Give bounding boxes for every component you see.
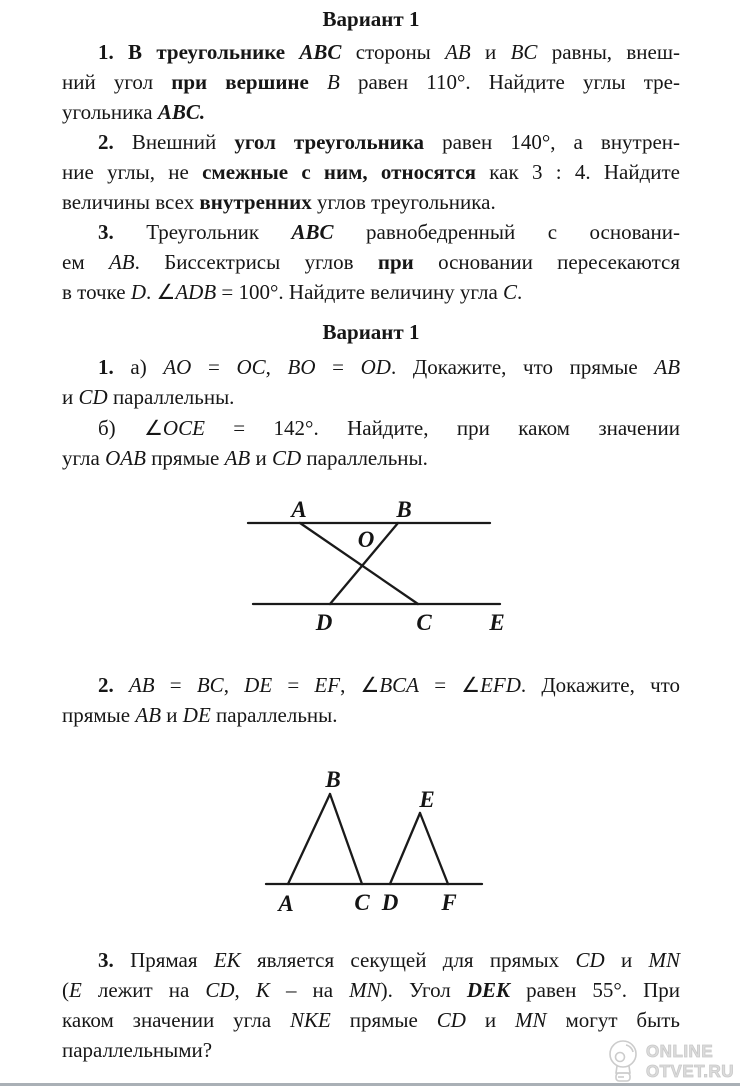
text-segment: внутренних [199,190,317,214]
section1-problem-1 [62,37,680,127]
text-segment: В треугольнике [128,40,300,64]
section2-problem-2 [62,670,680,730]
watermark-line-1: ONLINE [645,1041,714,1061]
text-segment: и [620,948,649,972]
text-line [62,67,680,97]
text-segment: AB [135,703,167,727]
text-line [62,157,680,187]
section2-problem-1a [62,352,680,412]
diagram-line [420,813,448,884]
text-segment: и [485,40,511,64]
text-line [62,127,680,157]
text-segment: NKE [289,1008,350,1032]
text-segment: является секущей для прямых [256,948,576,972]
text-segment: DE [182,703,217,727]
text-segment: смежные с ним, относятся [202,160,490,184]
text-segment: могут быть [565,1008,680,1032]
text-segment: угол треугольника [234,130,443,154]
text-segment: величины всех [62,190,200,214]
text-segment: ний угол [62,70,172,94]
text-segment: = [154,673,197,697]
text-segment: 1. [98,355,131,379]
text-segment: = ∠ [419,673,481,697]
text-segment: параллельными? [62,1038,213,1062]
text-segment: C [503,280,518,304]
text-line [62,1005,680,1035]
text-segment: Треугольник [146,220,292,244]
text-segment: B [326,70,358,94]
text-segment: Прямая [130,948,214,972]
text-segment: = 100°. Найдите величину угла [216,280,504,304]
text-segment: = [191,355,237,379]
text-segment: = [272,673,315,697]
text-segment: при вершине [171,70,327,94]
text-segment: EFD [480,673,521,697]
text-segment: EF [314,673,341,697]
section2-problem-1b [62,413,680,473]
text-segment: ABC [291,220,367,244]
diagram-parallel-lines-crossing-at-O [0,480,740,660]
text-segment: CD [78,385,113,409]
point-label-A: A [278,891,294,916]
text-segment: прямые [62,703,136,727]
text-segment: BC [196,673,224,697]
text-segment: углов треугольника. [316,190,496,214]
text-line [62,187,680,217]
text-segment: DE [244,673,273,697]
text-segment: ние углы, не [62,160,203,184]
text-line [62,945,680,975]
text-segment: , [223,673,245,697]
text-line [62,382,680,412]
text-segment: . Биссектрисы углов [134,250,378,274]
text-line [62,277,680,307]
section1-problem-3 [62,217,680,307]
text-segment: CD [575,948,621,972]
text-segment: BO [287,355,316,379]
text-segment: угольника [62,100,158,124]
section-1-heading: Вариант 1 [322,7,420,31]
text-segment: 3. [98,948,131,972]
text-segment: OCE [162,416,205,440]
text-segment: CD [205,978,235,1002]
text-segment: EK [213,948,257,972]
text-segment: 2. [98,673,129,697]
text-segment: параллельны. [306,446,428,470]
text-segment: BC [510,40,552,64]
text-line [62,247,680,277]
point-label-E: E [489,610,505,635]
diagram-line [390,813,420,884]
watermark-line-2: OTVET.RU [645,1061,734,1081]
text-segment: 3. [98,220,147,244]
text-line [62,975,680,1005]
text-segment: равен 110°. Найдите углы тре- [357,70,681,94]
text-segment: MN [648,948,681,972]
text-segment: D [130,280,147,304]
text-segment: в точке [62,280,131,304]
text-line [62,352,680,382]
text-segment: K [255,978,270,1002]
text-segment: угла [62,446,106,470]
text-segment: равен 55°. При [526,978,681,1002]
text-segment: , [234,978,256,1002]
point-label-D: D [381,890,399,915]
text-segment: 1. [98,40,129,64]
section2-problem-3 [62,945,680,1065]
text-line [62,37,680,67]
text-segment: BCA [379,673,420,697]
text-segment: б) ∠ [98,416,163,440]
point-label-C: C [354,890,370,915]
text-segment: параллельны. [216,703,338,727]
text-segment: прямые [349,1008,437,1032]
text-segment: AB [224,446,256,470]
text-segment: лежит на [97,978,206,1002]
text-segment: MN [515,1008,566,1032]
text-segment: AB [128,673,155,697]
text-segment: ABC. [157,100,206,124]
text-segment: – на [269,978,350,1002]
text-segment: = 142°. Найдите, при каком значении [204,416,680,440]
text-segment: и [62,385,79,409]
text-segment: прямые [151,446,225,470]
text-segment: , [265,355,288,379]
text-segment: и [166,703,183,727]
text-segment: равны, внеш- [551,40,680,64]
point-label-D: D [315,610,333,635]
diagram-two-triangles [0,765,740,920]
text-segment: , ∠ [340,673,380,697]
text-segment: . [517,280,523,304]
text-segment: равен 140°, а внутрен- [442,130,681,154]
text-line [62,217,680,247]
point-label-F: F [441,890,457,915]
point-label-A: A [291,497,307,522]
text-line [62,413,680,443]
text-segment: CD [271,446,307,470]
point-label-B: B [325,767,341,792]
text-segment: OAB [105,446,152,470]
section-2-heading: Вариант 1 [322,320,420,344]
text-segment: ем [62,250,109,274]
text-segment: равнобедренный с основани- [366,220,681,244]
text-segment: AB [108,250,135,274]
bottom-divider [0,1083,740,1086]
text-segment: CD [436,1008,485,1032]
text-segment: = [315,355,361,379]
text-segment: а) [130,355,164,379]
text-segment: как 3 : 4. Найдите [489,160,680,184]
text-segment: AO [163,355,192,379]
text-segment: и [255,446,272,470]
text-segment: MN [349,978,381,1002]
section1-problem-2 [62,127,680,217]
point-label-C: C [416,610,432,635]
diagram-line [288,794,330,884]
text-segment: при [377,250,439,274]
text-segment: ADB [175,280,217,304]
text-segment: OC [236,355,266,379]
text-segment: ( [62,978,69,1002]
text-segment: параллельны. [112,385,235,409]
text-segment: ABC [299,40,356,64]
text-segment: AB [445,40,486,64]
text-line [62,443,680,473]
text-segment: стороны [355,40,446,64]
text-segment: каком значении угла [62,1008,290,1032]
text-segment: и [484,1008,516,1032]
text-line [62,1035,680,1065]
text-segment: E [69,978,98,1002]
text-line [62,97,680,127]
text-segment: DEK [466,978,527,1002]
text-segment: Внешний [131,130,235,154]
text-line [62,670,680,700]
text-segment: . ∠ [146,280,176,304]
point-label-B: B [396,497,412,522]
text-segment: . Докажите, что прямые [390,355,655,379]
point-label-O: O [357,527,375,552]
point-label-E: E [419,787,435,812]
text-segment: основании пересекаются [438,250,680,274]
text-segment: AB [654,355,681,379]
text-line [62,700,680,730]
text-segment: ). Угол [380,978,467,1002]
text-segment: OD [360,355,391,379]
text-segment: . Докажите, что [520,673,681,697]
text-segment: 2. [98,130,132,154]
diagram-line [330,794,362,884]
